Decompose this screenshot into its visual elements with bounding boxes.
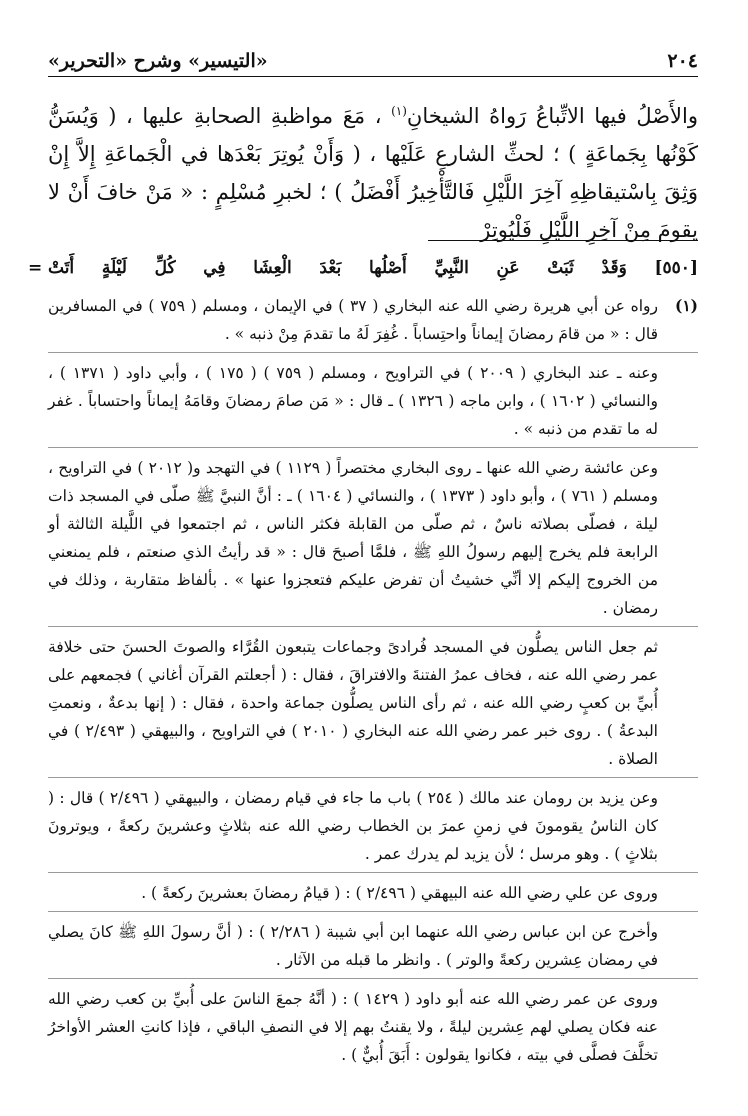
footnote-text: وعن يزيد بن رومان عند مالك ( ٢٥٤ ) باب ما جاء في قيام رمضان ، والبيهقي ( ٢/٤٩٦ ) قال : ( كان الناسُ يقومونَ في زمنِ عمرَ بن الخطاب رضي الله عنه بثلاثٍ وعشرينَ ركعةً ، ويوترونَ بثلاثٍ ) . وهو مرسل ؛ لأن يزيد لم يدرك عمر . [48,789,658,863]
verse-number: [٥٥٠] [654,258,698,278]
footnote-paragraph [48,985,698,1073]
continuation-marker: = [28,258,43,278]
footnote-number: (١) [674,296,698,315]
footnote-text: وروى عن عمر رضي الله عنه أبو داود ( ١٤٢٩ ) : ( أنَّهُ جمعَ الناسَ على أُبيِّ بن كعب رضي الله عنه فكان يصلي لهم عِشرين ليلةً ، ولا يقنتُ بهم إلا في النصفِ الباقي ، فإذا كانتِ العشر الأواخرُ تخلَّفَ فصلَّى في بيته ، فكانوا يقولون : أَبَقَ أُبيٌّ ) . [48,990,658,1064]
hemistich-1: وَقَدْ ثَبَتْ عَنِ النَّبِيِّ أَصْلُها [368,258,627,278]
running-title: «التيسير» وشرح «التحرير» [48,50,268,72]
footnote-text: وعنه ـ عند البخاري ( ٢٠٠٩ ) في التراويح ، ومسلم ( ٧٥٩ ) ( ١٧٥ ) ، وأبي داود ( ١٣٧١ ) ، والنسائي ( ١٦٠٢ ) ، وابن ماجه ( ١٣٢٦ ) ـ قال : « مَن صامَ رمضانَ وقامَهُ إيماناً واحتساباً . غفر له ما تقدم من ذنبه » . [48,364,658,438]
main-text-part-2: ، مَعَ مواظبةِ الصحابةِ عليها ، ( وَيُسَنُّ كَوْنُها بِجَماعَةٍ ) ؛ لحثِّ الشارعِ عَلَيْها ، ( وَأَنْ يُوتِرَ بَعْدَها في الْجَماعَةِ إِلاَّ إِنْ وَثِقَ بِاسْتيقاظِهِ آخِرَ اللَّيْلِ فَالتَّأْخِيرُ أَفْضَلُ ) ؛ لخبرِ مُسْلِمٍ : « مَنْ خافَ أَنْ لا يقومَ مِنْ آخِرِ اللَّيْلِ فَلْيُوتِرْ [48,104,698,242]
footnote-paragraph [48,454,698,627]
footnote-ref-mark[interactable]: (١) [391,104,407,118]
footnote-text: وعن عائشة رضي الله عنها ـ روى البخاري مختصراً ( ١١٢٩ ) في التهجد و( ٢٠١٢ ) في التراويح ، ومسلم ( ٧٦١ ) ، وأبو داود ( ١٣٧٣ ) ، والنسائي ( ١٦٠٤ ) ـ : أنَّ النبيَّ ﷺ صلّى في المسجد ذات ليلة ، فصلّى بصلاته ناسٌ ، ثم صلّى من القابلة فكثر الناس ، ثم اجتمعوا في اللَّيلة الثالثة أو الرابعة فلم يخرج إليهم رسولُ اللهِ ﷺ ، فلمَّا أصبحَ قال : « قد رأيتُ الذي صنعتم ، فلم يمنعني من الخروج إليكم إلا أنِّي خشيتُ أن تفرض عليكم فتعجزوا عنها » . بألفاظ متقاربة ، وذلك في رمضان . [48,459,658,617]
page-number: ٢٠٤ [667,50,698,72]
poem-verse-row [28,258,698,278]
footnote-paragraph [48,359,698,448]
main-text [48,92,698,249]
page-header [48,50,698,77]
footnote-text: رواه عن أبي هريرة رضي الله عنه البخاري ( ٣٧ ) في الإيمان ، ومسلم ( ٧٥٩ ) في المسافرين قال : « من قامَ رمضانَ إيماناً واحتِساباً . غُفِرَ لَهُ ما تقدمَ مِنْ ذنبه » . [48,297,658,343]
footnote-paragraph [48,784,698,873]
footnote-separator [428,240,698,241]
footnote-paragraph [48,879,698,912]
main-paragraph [48,92,698,249]
footnote-paragraph [48,918,698,979]
footnote-paragraph [48,633,698,778]
footnote-text: ثم جعل الناس يصلُّون في المسجد فُرادىً وجماعات يتبعون القُرَّاء والصوتَ الحسنَ حتى خلافة عمر رضي الله عنه ، فخاف عمرُ الفتنةَ والافتراقَ ، فقال : ( أجعلتم القرآن أغاني ) فجمعهم على أُبيِّ بن كعبٍ رضي الله عنه ، ثم رأى الناس يصلُّون جماعة واحدة ، فقال : ( إنها بدعةٌ ، ونعمتِ البدعةُ ) . روى خبر عمر رضي الله عنه البخاري ( ٢٠١٠ ) في التراويح ، والبيهقي ( ٢/٤٩٣ ) في الصلاة . [48,638,658,768]
footnotes [48,292,698,1079]
main-text-part-1: والأَصْلُ فيها الاتِّباعُ رَواهُ الشيخانِ [406,104,699,128]
hemistich-2: بَعْدَ الْعِشَا فِي كُلِّ لَيْلَةٍ أَتَتْ [48,258,342,278]
footnote-paragraph [48,292,698,353]
footnote-text: وأخرج عن ابن عباس رضي الله عنهما ابن أبي شيبة ( ٢/٢٨٦ ) : ( أنَّ رسولَ اللهِ ﷺ كانَ يصلي في رمضان عِشرين ركعةً والوتر ) . وانظر ما قبله من الآثار . [48,923,658,969]
footnote-text: وروى عن علي رضي الله عنه البيهقي ( ٢/٤٩٦ ) : ( قيامُ رمضانَ بعشرينَ ركعةً ) . [141,884,658,902]
